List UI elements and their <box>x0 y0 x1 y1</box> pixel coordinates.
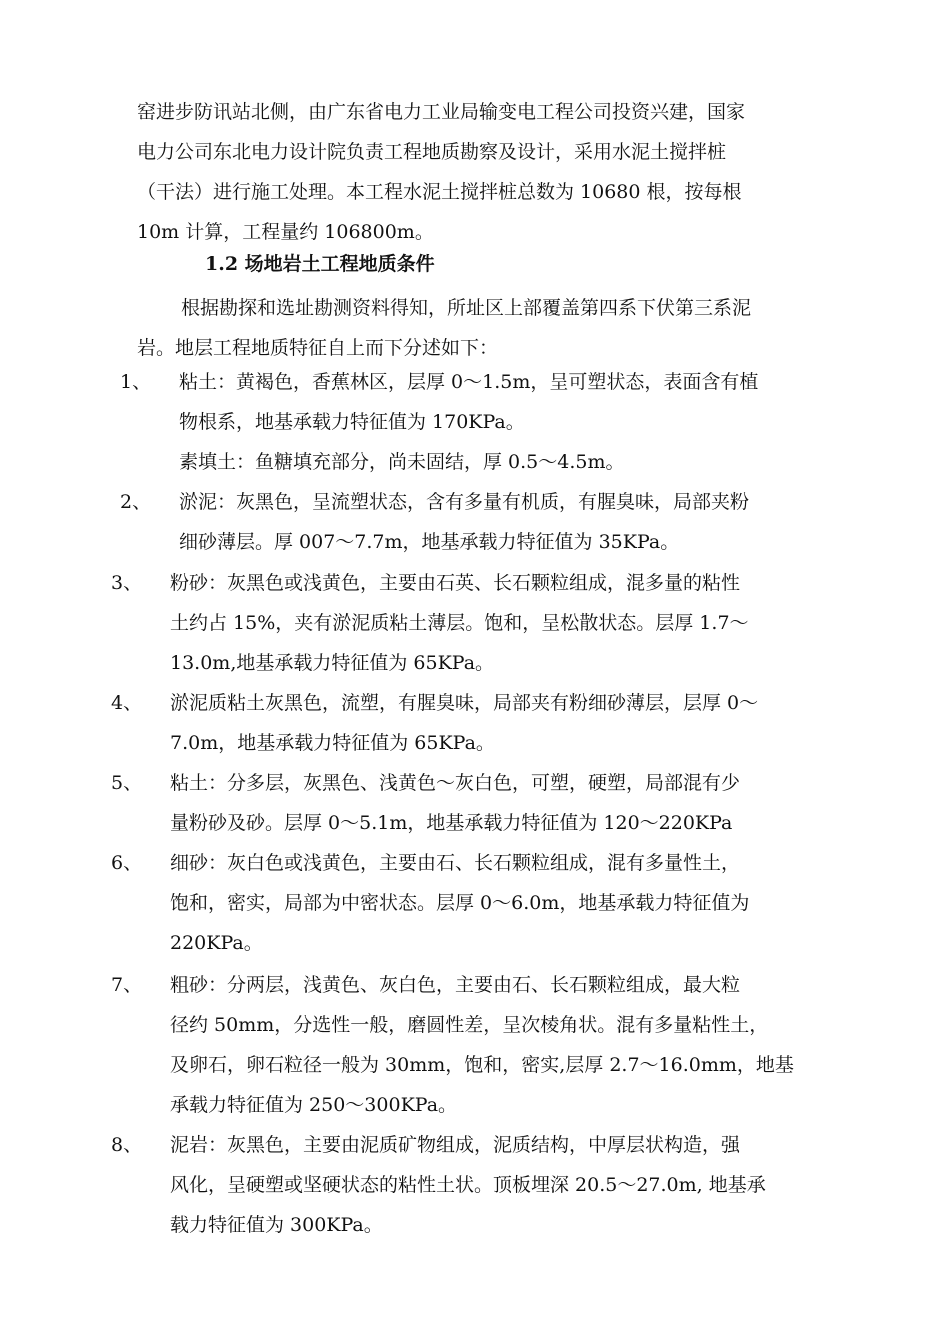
item-number: 7、 <box>111 974 143 996</box>
item-line: 220KPa。 <box>170 932 263 954</box>
item-body <box>170 1125 766 1245</box>
item-line: 径约 50mm，分选性一般，磨圆性差，呈次棱角状。混有多量粘性土， <box>170 1014 769 1036</box>
item-line: 细砂：灰白色或浅黄色，主要由石、长石颗粒组成，混有多量性土， <box>170 852 741 874</box>
item-number: 1、 <box>120 371 152 393</box>
item-number: 5、 <box>111 772 143 794</box>
item-line: 粗砂：分两层，浅黄色、灰白色，主要由石、长石颗粒组成，最大粒 <box>170 974 741 996</box>
item-number: 6、 <box>111 852 143 874</box>
item-line: 风化，呈硬塑或坚硬状态的粘性土状。顶板埋深 20.5～27.0m, 地基承 <box>170 1174 766 1196</box>
intro-line: 10m 计算，工程量约 106800m。 <box>137 221 434 243</box>
item-number: 2、 <box>120 491 152 513</box>
item-line: 饱和，密实，局部为中密状态。层厚 0～6.0m，地基承载力特征值为 <box>170 892 750 914</box>
item-line: 粘土：黄褐色，香蕉林区，层厚 0～1.5m，呈可塑状态，表面含有植 <box>179 371 759 393</box>
item-body <box>170 843 749 963</box>
item-body <box>179 362 758 482</box>
item-line: 量粉砂及砂。层厚 0～5.1m，地基承载力特征值为 120～220KPa <box>170 812 733 834</box>
item-line: 粘土：分多层，灰黑色、浅黄色～灰白色，可塑，硬塑，局部混有少 <box>170 772 741 794</box>
item-line: 及卵石，卵石粒径一般为 30mm，饱和，密实,层厚 2.7～16.0mm，地基 <box>170 1054 794 1076</box>
item-line: 7.0m，地基承载力特征值为 65KPa。 <box>170 732 495 754</box>
item-number: 8、 <box>111 1134 143 1156</box>
item-line: 淤泥：灰黑色，呈流塑状态，含有多量有机质，有腥臭味，局部夹粉 <box>179 491 750 513</box>
intro-line: （干法）进行施工处理。本工程水泥土搅拌桩总数为 10680 根，按每根 <box>137 181 742 203</box>
item-body <box>170 763 740 843</box>
item-line: 粉砂：灰黑色或浅黄色，主要由石英、长石颗粒组成，混多量的粘性 <box>170 572 741 594</box>
item-body <box>170 683 758 763</box>
item-body <box>170 563 749 683</box>
item-number: 3、 <box>111 572 143 594</box>
item-number: 4、 <box>111 692 143 714</box>
item-body <box>170 965 794 1125</box>
item-line: 物根系，地基承载力特征值为 170KPa。 <box>179 411 525 433</box>
lead-paragraph <box>137 288 751 368</box>
intro-paragraph <box>137 92 745 252</box>
lead-line: 岩。地层工程地质特征自上而下分述如下： <box>137 337 499 359</box>
item-line: 细砂薄层。厚 007～7.7m，地基承载力特征值为 35KPa。 <box>179 531 680 553</box>
item-line: 13.0m,地基承载力特征值为 65KPa。 <box>170 652 495 674</box>
item-line: 泥岩：灰黑色，主要由泥质矿物组成，泥质结构，中厚层状构造，强 <box>170 1134 741 1156</box>
item-line: 承载力特征值为 250～300KPa。 <box>170 1094 458 1116</box>
intro-line: 窑进步防讯站北侧，由广东省电力工业局输变电工程公司投资兴建，国家 <box>137 101 746 123</box>
lead-line: 根据勘探和选址勘测资料得知，所址区上部覆盖第四系下伏第三系泥 <box>181 297 752 319</box>
item-line: 载力特征值为 300KPa。 <box>170 1214 383 1236</box>
item-body <box>179 482 749 562</box>
item-line: 淤泥质粘土灰黑色，流塑，有腥臭味，局部夹有粉细砂薄层，层厚 0～ <box>170 692 759 714</box>
item-line: 土约占 15%，夹有淤泥质粘土薄层。饱和，呈松散状态。层厚 1.7～ <box>170 612 749 634</box>
intro-line: 电力公司东北电力设计院负责工程地质勘察及设计，采用水泥土搅拌桩 <box>137 141 727 163</box>
item-line: 素填土：鱼糖填充部分，尚未固结，厚 0.5～4.5m。 <box>179 451 625 473</box>
section-heading: 1.2 场地岩土工程地质条件 <box>205 253 435 275</box>
